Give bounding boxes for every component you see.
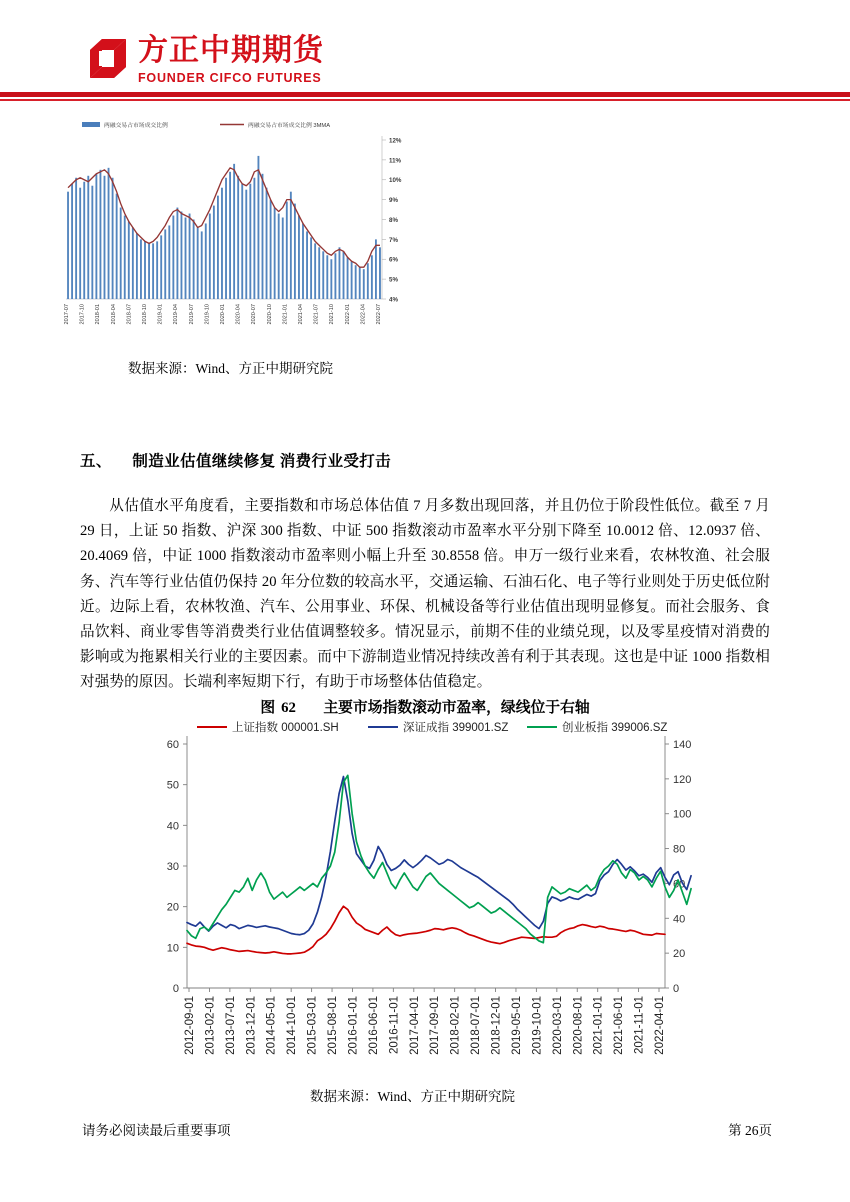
svg-text:9%: 9%: [389, 197, 398, 205]
svg-text:7%: 7%: [389, 236, 398, 244]
svg-text:2019-01: 2019-01: [157, 304, 164, 325]
header-divider-thick: [0, 92, 850, 97]
svg-text:2020-10: 2020-10: [266, 304, 273, 325]
svg-text:两融交易占市场成交比例 3MMA: 两融交易占市场成交比例 3MMA: [248, 123, 331, 129]
svg-text:2017-10: 2017-10: [79, 304, 86, 325]
figure-62-title-text: 主要市场指数滚动市盈率，绿线位于右轴: [323, 700, 590, 716]
svg-text:2018-02-01: 2018-02-01: [449, 996, 462, 1055]
figure-62-caption: [0, 696, 850, 717]
svg-text:80: 80: [673, 843, 686, 856]
svg-text:2020-07: 2020-07: [251, 304, 258, 325]
svg-text:2021-07: 2021-07: [313, 304, 320, 325]
svg-text:60: 60: [673, 878, 686, 891]
header-divider-thin: [0, 99, 850, 101]
svg-text:20: 20: [673, 948, 686, 961]
svg-text:2020-04: 2020-04: [235, 304, 242, 325]
svg-text:2015-03-01: 2015-03-01: [306, 996, 319, 1055]
svg-text:4%: 4%: [389, 296, 398, 304]
svg-text:2013-07-01: 2013-07-01: [224, 996, 237, 1055]
svg-text:2022-01: 2022-01: [344, 304, 351, 325]
svg-text:2016-11-01: 2016-11-01: [388, 996, 401, 1054]
svg-text:0: 0: [673, 983, 680, 995]
svg-text:10: 10: [166, 942, 179, 955]
founder-cifco-logo-icon: [88, 38, 128, 80]
svg-text:2021-06-01: 2021-06-01: [613, 996, 626, 1055]
figure-62-chart: [135, 716, 725, 1071]
page-header: [0, 0, 850, 108]
svg-text:2018-07: 2018-07: [126, 304, 133, 325]
footer-divider: [80, 1112, 770, 1113]
svg-text:100: 100: [673, 808, 692, 821]
svg-text:5%: 5%: [389, 276, 398, 284]
section-number: 五、: [80, 453, 112, 470]
svg-text:创业板指 399006.SZ: 创业板指 399006.SZ: [562, 722, 668, 734]
svg-text:2022-07: 2022-07: [375, 304, 382, 325]
section-paragraph: 从估值水平角度看，主要指数和市场总体估值 7 月多数出现回落，并且仍位于阶段性低位。截至 7 月 29 日，上证 50 指数、沪深 300 指数、中证 500 指数滚动市盈率水平分别下降至 10.0012 倍、12.0937 倍、20.4069 倍，中证 1000 指数滚动市盈率则小幅上升至 30.8558 倍。申万一级行业来看，农林牧渔、社会服务、汽车等行业估值仍保持 20 年分位数的较高水平，交通运输、石油石化、电子等行业则处于历史低位附近。边际上看，农林牧渔、汽车、公用事业、环保、机械设备等行业估值出现明显修复。而社会服务、食品饮料、商业零售等消费类行业估值调整较多。情况显示，前期不佳的业绩兑现，以及零星疫情对消费的影响或为拖累相关行业的主要因素。而中下游制造业情况持续改善有利于其表现。这也是中证 1000 指数相对强势的原因。长端利率短期下行，有助于市场整体估值稳定。: [80, 498, 770, 691]
svg-text:120: 120: [673, 773, 692, 786]
svg-text:2018-01: 2018-01: [95, 304, 102, 325]
svg-text:2018-12-01: 2018-12-01: [490, 996, 503, 1055]
company-logo: [88, 36, 324, 85]
svg-text:2019-04: 2019-04: [173, 304, 180, 325]
figure-top-source: 数据来源：Wind、方正中期研究院: [128, 361, 333, 376]
svg-text:2017-07: 2017-07: [64, 304, 71, 325]
svg-text:2019-07: 2019-07: [188, 304, 195, 325]
svg-text:40: 40: [166, 820, 179, 833]
svg-text:2020-03-01: 2020-03-01: [551, 996, 564, 1055]
svg-text:2017-09-01: 2017-09-01: [429, 996, 442, 1055]
svg-text:50: 50: [166, 779, 179, 792]
svg-text:2021-04: 2021-04: [297, 304, 304, 325]
svg-text:2021-01-01: 2021-01-01: [592, 996, 605, 1055]
section-heading: [80, 449, 391, 471]
svg-text:2016-06-01: 2016-06-01: [367, 996, 380, 1055]
svg-text:上证指数 000001.SH: 上证指数 000001.SH: [232, 722, 339, 734]
svg-text:两融交易占市场成交比例: 两融交易占市场成交比例: [104, 123, 168, 129]
svg-text:深证成指 399001.SZ: 深证成指 399001.SZ: [403, 722, 509, 734]
svg-text:2020-01: 2020-01: [220, 304, 226, 325]
svg-text:2019-05-01: 2019-05-01: [510, 996, 523, 1055]
svg-text:2021-01: 2021-01: [282, 304, 289, 325]
svg-text:2022-04-01: 2022-04-01: [654, 996, 666, 1055]
svg-text:40: 40: [673, 913, 686, 926]
svg-text:2013-02-01: 2013-02-01: [204, 996, 217, 1055]
svg-text:6%: 6%: [389, 256, 398, 264]
svg-text:2013-12-01: 2013-12-01: [245, 996, 258, 1055]
svg-text:12%: 12%: [389, 137, 402, 145]
figure-margin-trading-chart: [52, 114, 452, 339]
svg-text:11%: 11%: [389, 157, 402, 165]
svg-text:2019-10-01: 2019-10-01: [531, 996, 544, 1055]
svg-text:2022-04: 2022-04: [360, 304, 367, 325]
svg-text:2018-07-01: 2018-07-01: [470, 996, 483, 1055]
footer-disclaimer: 请务必阅读最后重要事项: [82, 1123, 231, 1138]
svg-text:20: 20: [166, 901, 179, 914]
svg-text:2020-08-01: 2020-08-01: [572, 996, 585, 1055]
svg-text:2016-01-01: 2016-01-01: [347, 996, 360, 1055]
svg-text:10%: 10%: [389, 177, 402, 185]
svg-text:2014-05-01: 2014-05-01: [265, 996, 278, 1055]
logo-chinese-name: 方正中期期货: [138, 34, 324, 67]
svg-text:60: 60: [166, 739, 179, 751]
section-title: 制造业估值继续修复 消费行业受打击: [132, 453, 392, 470]
svg-text:2017-04-01: 2017-04-01: [408, 996, 421, 1055]
logo-english-name: FOUNDER CIFCO FUTURES: [138, 71, 322, 85]
figure-62-number: 62: [281, 700, 296, 716]
svg-text:2018-04: 2018-04: [110, 304, 117, 325]
figure-62-label: 图: [260, 700, 276, 716]
svg-text:2014-10-01: 2014-10-01: [286, 996, 299, 1055]
svg-text:140: 140: [673, 739, 692, 751]
svg-text:30: 30: [166, 861, 179, 873]
svg-text:2012-09-01: 2012-09-01: [184, 996, 196, 1055]
svg-text:2015-08-01: 2015-08-01: [327, 996, 340, 1055]
svg-text:2019-10: 2019-10: [204, 304, 211, 325]
svg-text:0: 0: [172, 983, 179, 995]
svg-text:2018-10: 2018-10: [142, 304, 149, 325]
svg-text:2021-10: 2021-10: [329, 304, 336, 325]
svg-text:8%: 8%: [389, 216, 398, 224]
figure-62-source: 数据来源：Wind、方正中期研究院: [310, 1089, 515, 1104]
svg-text:2021-11-01: 2021-11-01: [633, 996, 646, 1054]
footer-page-number: 第 26页: [728, 1123, 772, 1138]
